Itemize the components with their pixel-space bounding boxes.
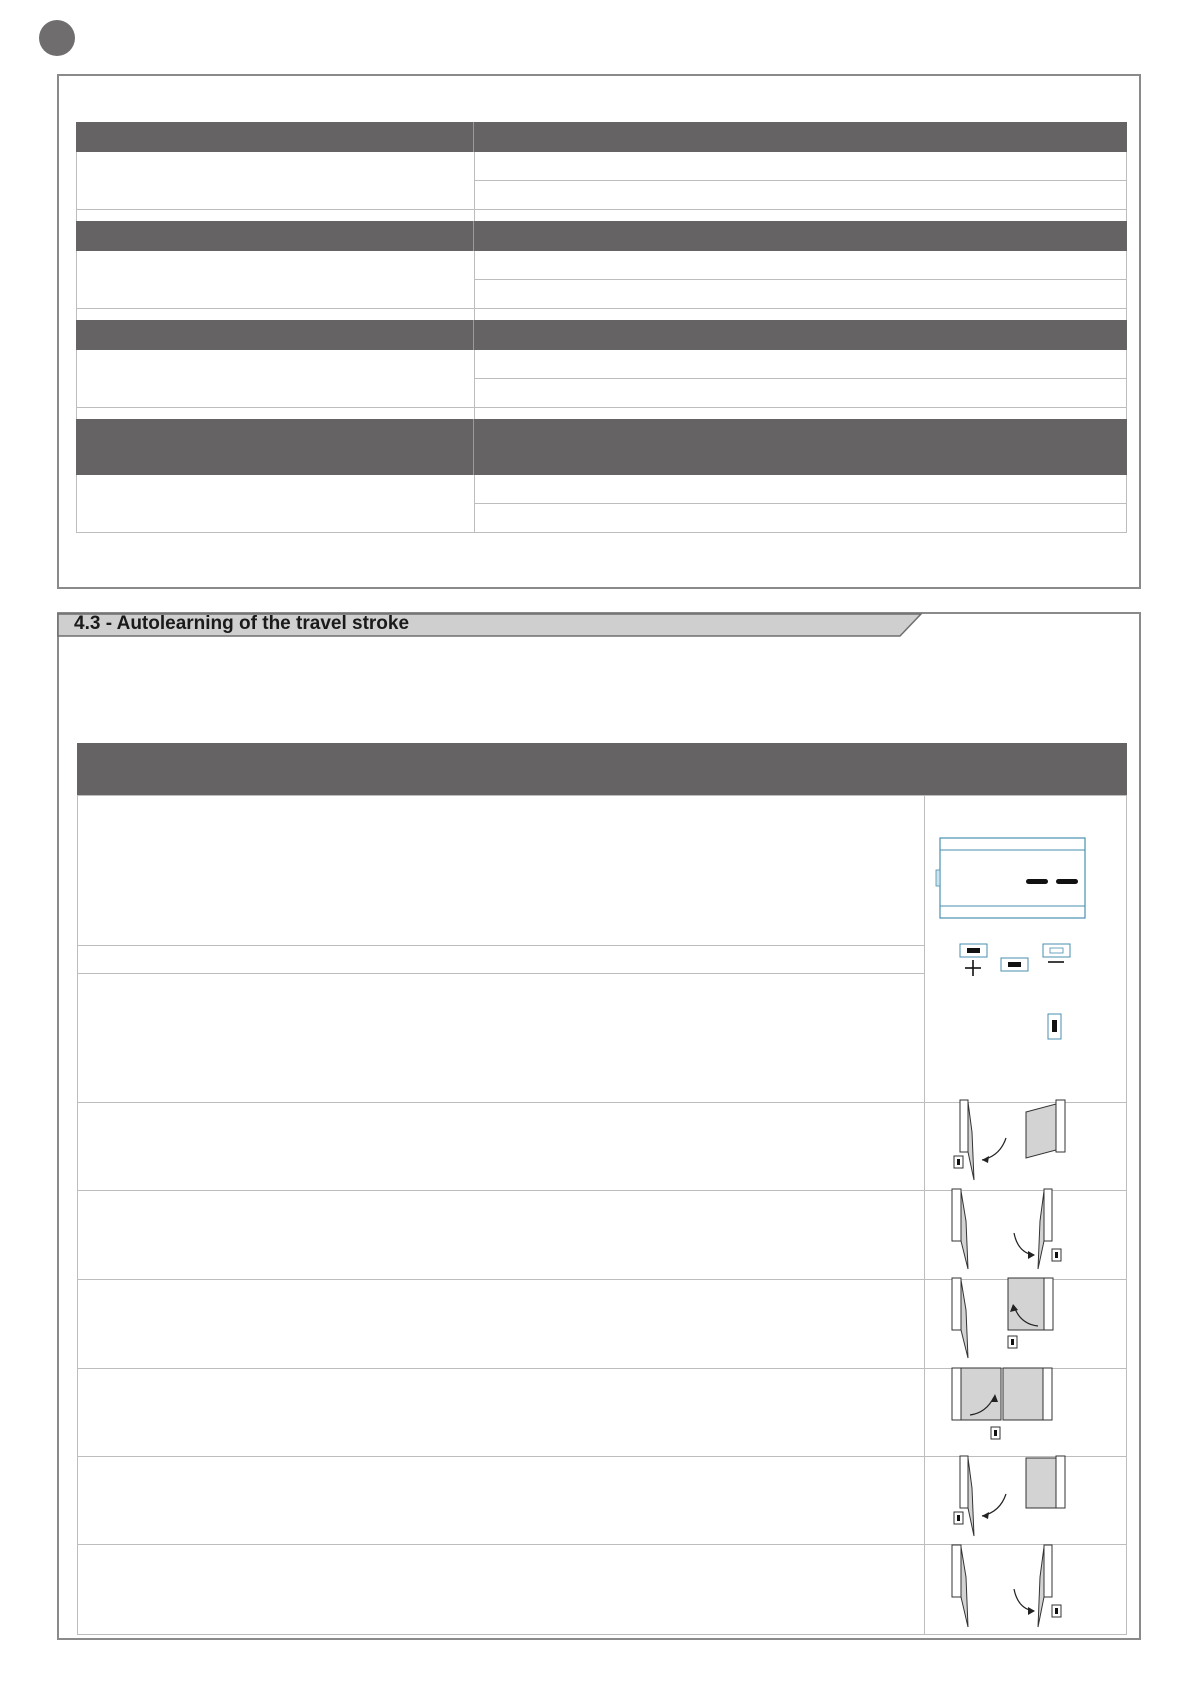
table-header-row [76,419,1127,475]
steps-table-header [77,743,1127,795]
section-heading [57,613,923,635]
gate-leaf-2-closing-icon [940,1543,1080,1631]
table-header-row [76,221,1127,251]
table-row [76,251,1127,309]
gate-leaf-1-opening-icon [940,1365,1080,1450]
table-header-row [76,122,1127,152]
page-number-dot [39,20,75,56]
parameter-panel [57,74,1141,589]
table-header-row [76,320,1127,350]
gate-leaf-2-closing-icon [940,1187,1080,1272]
gate-leaf-1-closing-icon [940,1098,1080,1183]
lcd-display-icon [930,836,1090,1051]
row-divider [78,945,924,946]
table-spacer [76,210,1127,221]
table-row [76,475,1127,533]
parameter-table [76,122,1127,533]
table-spacer [76,309,1127,320]
section-title: 4.3 - Autolearning of the travel stroke [74,613,410,634]
row-divider [78,973,924,974]
table-spacer [76,408,1127,419]
table-row [76,152,1127,210]
gate-leaf-2-opening-icon [940,1276,1080,1361]
gate-leaf-1-closing-icon [940,1454,1080,1539]
column-divider [924,796,925,1634]
keypad-buttons-icon [960,944,1070,1039]
table-row [76,350,1127,408]
